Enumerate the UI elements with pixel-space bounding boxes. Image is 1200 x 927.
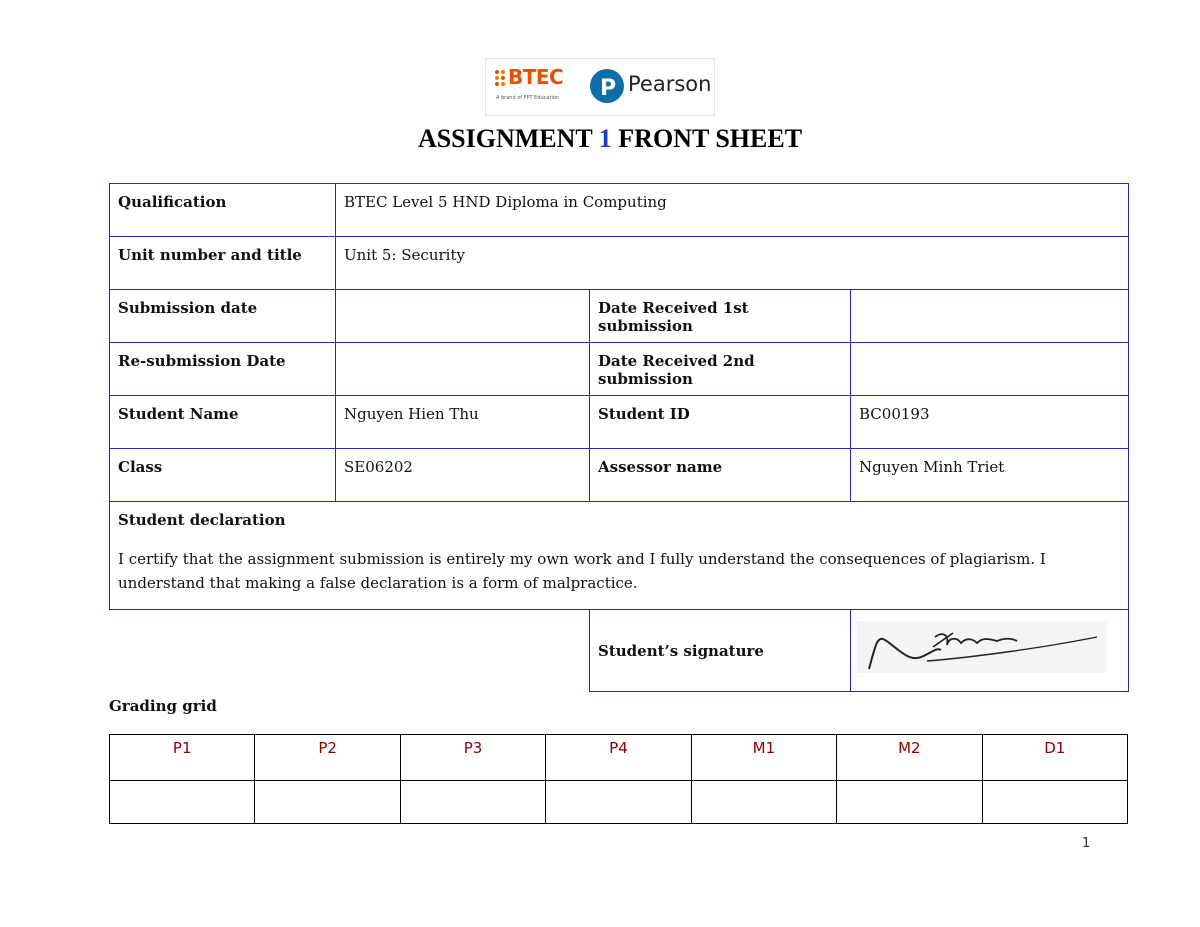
table-row [110,396,1129,449]
grade-header-p4: P4 [546,735,691,781]
signature-cell [851,610,1129,692]
table-row [110,343,1129,396]
resubmission-value [336,343,590,396]
date-received-1-value [851,290,1129,343]
title-prefix: ASSIGNMENT [417,124,599,153]
grade-header-p2: P2 [255,735,400,781]
date-received-2-label: Date Received 2nd submission [590,343,851,396]
grading-grid-label: Grading grid [109,697,217,715]
assessor-label: Assessor name [590,449,851,502]
assessor-value: Nguyen Minh Triet [851,449,1129,502]
student-name-value: Nguyen Hien Thu [336,396,590,449]
grade-value-p3 [400,781,545,824]
blank-cell [110,610,590,692]
unit-label: Unit number and title [110,237,336,290]
submission-date-label: Submission date [110,290,336,343]
unit-value: Unit 5: Security [336,237,1129,290]
front-sheet-table [109,183,1129,692]
class-label: Class [110,449,336,502]
qualification-value: BTEC Level 5 HND Diploma in Computing [336,184,1129,237]
table-row [110,237,1129,290]
pearson-mark: P [600,76,617,101]
grade-header-m1: M1 [691,735,836,781]
page-title [0,124,1200,154]
declaration-label: Student declaration [118,511,286,529]
page-number: 1 [1082,836,1091,851]
grade-value-p2 [255,781,400,824]
btec-wordmark: BTEC [508,65,564,89]
grade-value-d1 [982,781,1127,824]
btec-dots-icon [494,67,508,91]
table-row [110,449,1129,502]
student-name-label: Student Name [110,396,336,449]
grade-value-p4 [546,781,691,824]
grade-value-row [110,781,1128,824]
signature-label: Student’s signature [590,610,851,692]
grade-value-p1 [110,781,255,824]
title-suffix: FRONT SHEET [611,124,803,153]
date-received-1-label: Date Received 1st submission [590,290,851,343]
qualification-label: Qualification [110,184,336,237]
date-received-2-value [851,343,1129,396]
grade-header-p1: P1 [110,735,255,781]
logo-banner [485,58,715,116]
submission-date-value [336,290,590,343]
declaration-text: I certify that the assignment submission is entirely my own work and I fully understand the consequences of plagiarism. I understand that making a false declaration is a form of malpractice. [118,550,1046,592]
class-value: SE06202 [336,449,590,502]
grade-value-m2 [837,781,982,824]
pearson-wordmark: Pearson [628,72,712,96]
grade-value-m1 [691,781,836,824]
btec-logo [494,65,572,109]
resubmission-label: Re-submission Date [110,343,336,396]
table-row [110,502,1129,610]
student-id-value: BC00193 [851,396,1129,449]
btec-tagline: A brand of FPT Education [496,95,560,101]
pearson-logo-icon [590,69,624,103]
signature-row [110,610,1129,692]
signature-image [857,617,1107,677]
student-id-label: Student ID [590,396,851,449]
grade-header-d1: D1 [982,735,1127,781]
title-number: 1 [598,124,612,153]
declaration-cell [110,502,1129,610]
grade-header-row [110,735,1128,781]
grade-header-m2: M2 [837,735,982,781]
table-row [110,184,1129,237]
table-row [110,290,1129,343]
grading-grid [109,734,1128,824]
grade-header-p3: P3 [400,735,545,781]
